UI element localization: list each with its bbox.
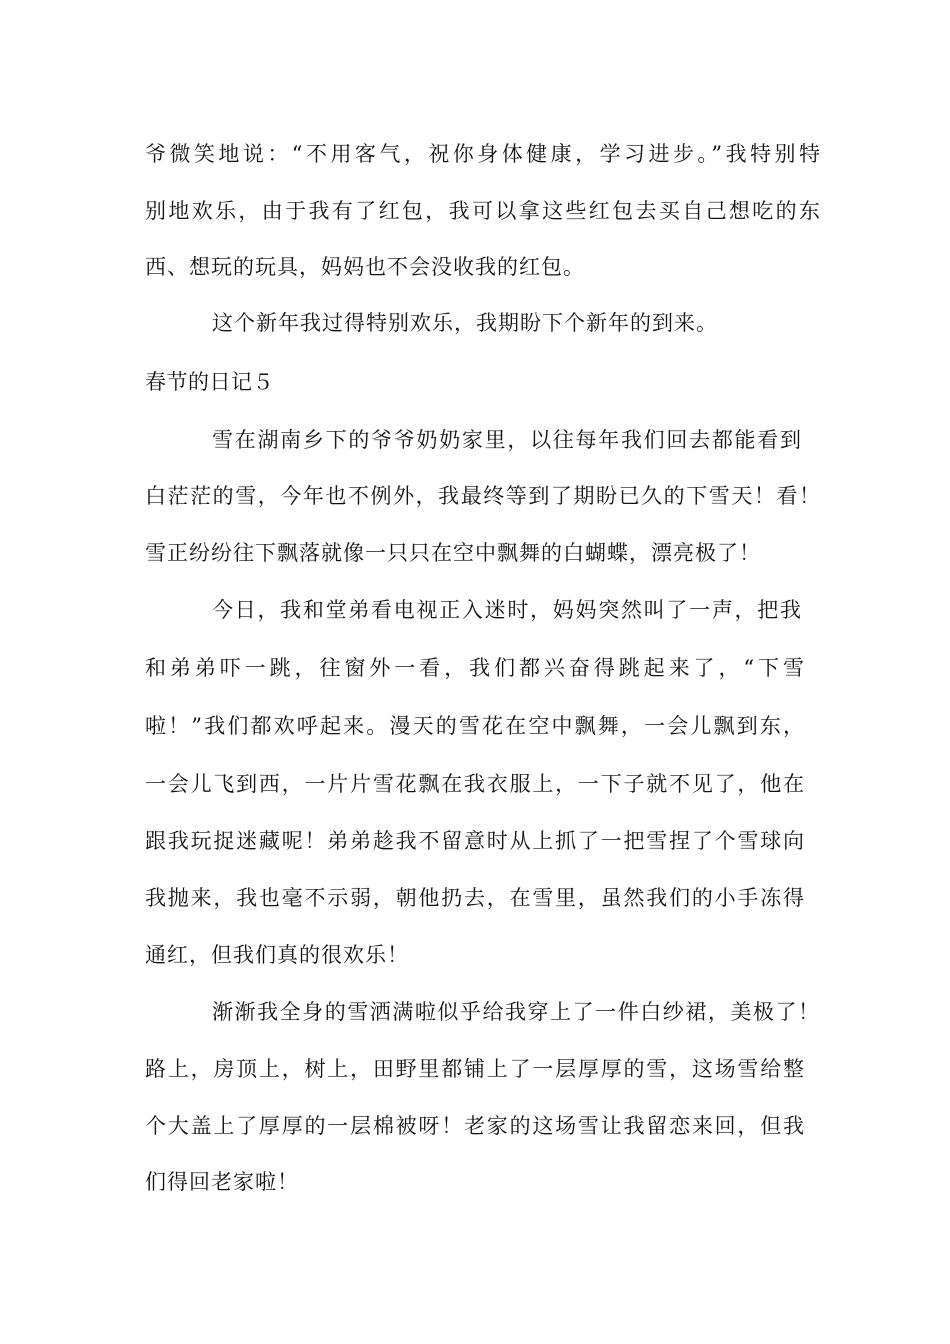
text-line: 个大盖上了厚厚的一层棉被呀！老家的这场雪让我留恋来回，但我 [145,1114,805,1138]
text-line: 我抛来，我也毫不示弱，朝他扔去，在雪里，虽然我们的小手冻得 [145,886,805,910]
text-line: 这个新年我过得特别欢乐，我期盼下个新年的到来。 [212,311,718,335]
text-line: 和弟弟吓一跳，往窗外一看，我们都兴奋得跳起来了，“下雪 [145,656,805,680]
text-line: 渐渐我全身的雪洒满啦似乎给我穿上了一件白纱裙，美极了！ [212,1000,820,1024]
text-line: 通红，但我们真的很欢乐！ [145,943,409,967]
text-line: 别地欢乐，由于我有了红包，我可以拿这些红包去买自己想吃的东 [145,199,821,223]
text-line: 一会儿飞到西，一片片雪花飘在我衣服上，一下子就不见了，他在 [145,772,805,796]
text-line: 今日，我和堂弟看电视正入迷时，妈妈突然叫了一声，把我 [212,598,802,622]
text-line: 跟我玩捉迷藏呢！弟弟趁我不留意时从上抓了一把雪捏了个雪球向 [145,829,805,853]
text-line: 路上，房顶上，树上，田野里都铺上了一层厚厚的雪，这场雪给整 [145,1057,805,1081]
text-line: 雪正纷纷往下飘落就像一只只在空中飘舞的白蝴蝶，漂亮极了！ [145,541,761,565]
text-line: 雪在湖南乡下的爷爷奶奶家里，以往每年我们回去都能看到 [212,428,802,452]
section-heading: 春节的日记５ [145,370,274,394]
text-line: 西、想玩的玩具，妈妈也不会没收我的红包。 [145,255,585,279]
text-line: 白茫茫的雪，今年也不例外，我最终等到了期盼已久的下雪天！看！ [145,484,821,508]
text-line: 啦！”我们都欢呼起来。漫天的雪花在空中飘舞，一会儿飘到东， [145,714,805,738]
text-line: 爷微笑地说：“不用客气，祝你身体健康，学习进步。”我特别特 [145,142,821,166]
text-line: 们得回老家啦！ [145,1170,299,1194]
